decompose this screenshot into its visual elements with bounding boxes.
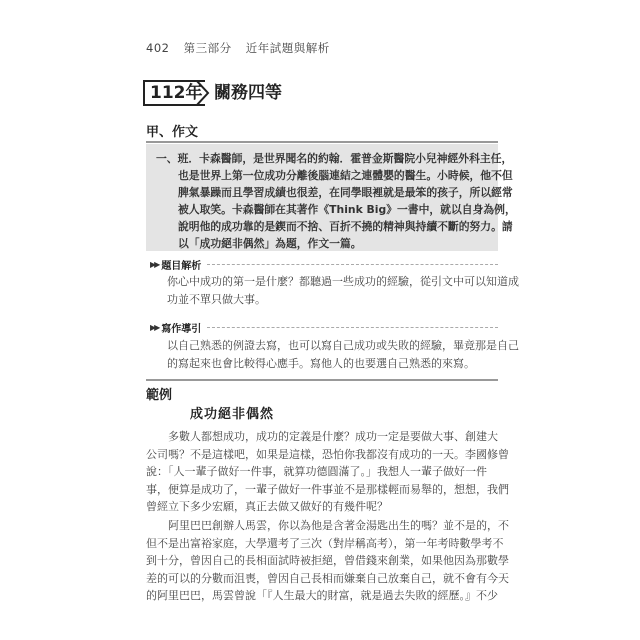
example-label: 範例 [146,388,173,403]
guide-line: 以自己熟悉的例證去寫，也可以寫自己成功或失敗的經驗，畢竟那是自己 [167,339,519,352]
essay-line: 曾經立下多少宏願，真正去做又做好的有幾件呢？ [146,500,388,513]
analysis-line: 你心中成功的第一是什麼？都聽過一些成功的經驗，從引文中可以知道成 [167,275,519,288]
analysis-text [167,273,519,308]
double-triangle-icon: ▶▶ [150,323,159,332]
essay-line: 阿里巴巴創辦人馬雲，你以為他是含著金湯匙出生的嗎？並不是的，不 [146,519,509,532]
guide-heading [150,320,498,335]
guide-line: 的寫起來也會比較得心應手。寫他人的也要選自己熟悉的來寫。 [167,356,475,370]
badge-arrow-icon [196,80,210,106]
question-box [146,144,516,251]
question-line: 一、班．卡森醫師，是世界聞名的約翰．霍普金斯醫院小兒神經外科主任， [156,152,513,165]
page-number: 402 [146,41,170,55]
dashed-divider [207,327,498,328]
question-line: 說明他的成功靠的是鍥而不捨、百折不撓的精神與持續不斷的努力。請 [178,220,513,233]
exam-title: 關務四等 [214,83,282,103]
essay-paragraph-2 [146,517,509,605]
analysis-heading [150,257,498,272]
question-line: 以「成功絕非偶然」為題，作文一篇。 [178,237,362,250]
essay-line: 多數人都想成功，成功的定義是什麼？成功一定是要做大事、創建大 [146,430,498,443]
analysis-label: 題目解析 [161,261,202,272]
essay-title: 成功絕非偶然 [190,407,275,422]
essay-line: 的阿里巴巴，馬雲曾說「『人生最大的財富，就是過去失敗的經歷。』不少 [146,589,498,602]
essay-line: 事，便算是成功了，一輩子做好一件事並不是那樣輕而易舉的，想想，我們 [146,482,509,496]
question-line: 被人取笑。卡森醫師在其著作《Think Big》一書中，就以自身為例， [178,203,516,216]
double-triangle-icon: ▶▶ [150,260,159,269]
part-label: 第三部分 [183,41,232,55]
essay-line: 差的可以的分數而沮喪，曾因自己長相而嫌棄自己放棄自己，就不會有今天 [146,571,509,585]
section-divider [146,141,498,143]
essay-line: 但不是出富裕家庭，大學還考了三次（對岸稱高考），第一年考時數學考不 [146,536,504,550]
analysis-line: 功並不單只做大事。 [167,292,266,306]
essay-line: 到十分，曾因自己的長相面試時被拒絕，曾借錢來創業，如果他因為那數學 [146,554,509,567]
guide-label: 寫作導引 [161,324,202,335]
question-line: 脾氣暴躁而且學習成績也很差，在同學眼裡就是最笨的孩子，所以經常 [178,186,513,199]
essay-line: 說：「人一輩子做好一件事，就算功德圓滿了。」我想人一輩子做好一件 [146,465,487,478]
question-line: 也是世界上第一位成功分離後腦連結之連體嬰的醫生。小時候，他不但 [178,169,513,182]
dashed-divider [207,264,498,265]
essay-line: 公司嗎？不是這樣吧，如果是這樣，恐怕你我都沒有成功的一天。李國修曾 [146,447,509,461]
example-divider [146,379,498,381]
essay-paragraph-1 [146,428,509,516]
section-title: 甲、作文 [146,125,199,140]
guide-text [167,337,519,372]
year-badge: 112年 [143,80,205,106]
section-label: 近年試題與解析 [245,41,330,55]
running-header [146,40,340,56]
